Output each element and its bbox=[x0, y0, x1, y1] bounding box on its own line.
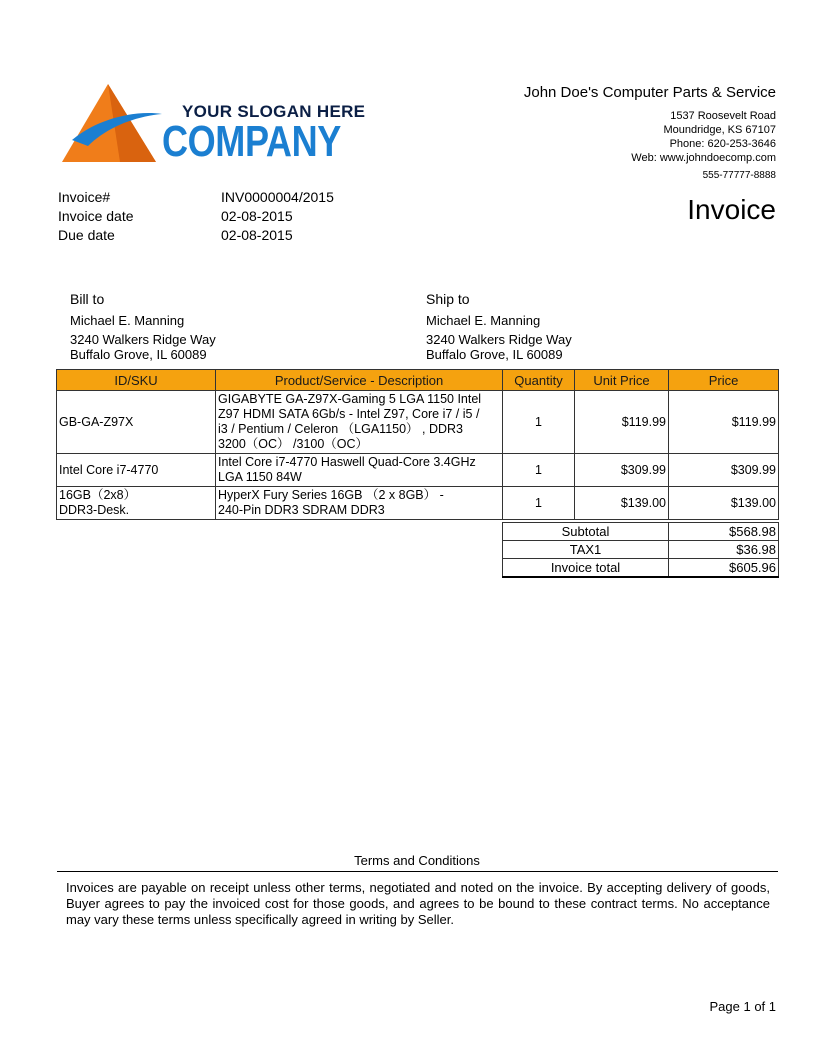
cell-description: HyperX Fury Series 16GB （2 x 8GB） - 240-Pin DDR3 SDRAM DDR3 bbox=[216, 487, 503, 520]
cell-sku: 16GB（2x8） DDR3-Desk. bbox=[57, 487, 216, 520]
invoice-number-label: Invoice# bbox=[58, 189, 111, 205]
bill-to-city: Buffalo Grove, IL 60089 bbox=[70, 347, 207, 362]
col-header-description: Product/Service - Description bbox=[216, 370, 503, 391]
invoice-total-row bbox=[503, 559, 779, 578]
col-header-sku: ID/SKU bbox=[57, 370, 216, 391]
cell-price: $119.99 bbox=[669, 391, 779, 454]
cell-unit-price: $139.00 bbox=[575, 487, 669, 520]
tax-value: $36.98 bbox=[669, 541, 779, 559]
logo-slogan: YOUR SLOGAN HERE bbox=[182, 102, 366, 121]
ship-to-heading: Ship to bbox=[426, 291, 470, 307]
ship-to-street: 3240 Walkers Ridge Way bbox=[426, 332, 572, 347]
table-row bbox=[57, 454, 779, 487]
table-row bbox=[57, 487, 779, 520]
col-header-unit-price: Unit Price bbox=[575, 370, 669, 391]
line-items-table bbox=[56, 369, 779, 520]
cell-quantity: 1 bbox=[503, 391, 575, 454]
page-number: Page 1 of 1 bbox=[709, 999, 776, 1014]
col-header-price: Price bbox=[669, 370, 779, 391]
company-address-line1: 1537 Roosevelt Road bbox=[670, 110, 776, 122]
subtotal-label: Subtotal bbox=[503, 523, 669, 541]
bill-to-heading: Bill to bbox=[70, 291, 105, 307]
ship-to-city: Buffalo Grove, IL 60089 bbox=[426, 347, 563, 362]
terms-title: Terms and Conditions bbox=[354, 853, 480, 868]
terms-text: Invoices are payable on receipt unless other terms, negotiated and noted on the invoice. By accepting delivery of goods, Buyer agrees to pay the invoiced cost for those goods, and agrees to be bound to these contract terms. No acceptance may vary these terms unless specifically agreed in writing by Seller. bbox=[66, 880, 770, 927]
due-date-label: Due date bbox=[58, 227, 115, 243]
invoice-date: 02-08-2015 bbox=[221, 208, 293, 224]
company-logo bbox=[58, 80, 366, 166]
cell-sku: GB-GA-Z97X bbox=[57, 391, 216, 454]
company-phone: Phone: 620-253-3646 bbox=[669, 138, 776, 150]
table-row bbox=[57, 391, 779, 454]
subtotal-row bbox=[503, 523, 779, 541]
tax-row bbox=[503, 541, 779, 559]
bill-to-name: Michael E. Manning bbox=[70, 313, 185, 328]
cell-price: $309.99 bbox=[669, 454, 779, 487]
bill-to-street: 3240 Walkers Ridge Way bbox=[70, 332, 216, 347]
company-alt-phone: 555-77777-8888 bbox=[702, 170, 776, 181]
cell-price: $139.00 bbox=[669, 487, 779, 520]
cell-unit-price: $119.99 bbox=[575, 391, 669, 454]
invoice-date-label: Invoice date bbox=[58, 208, 134, 224]
terms-divider bbox=[57, 871, 778, 872]
subtotal-value: $568.98 bbox=[669, 523, 779, 541]
document-title: Invoice bbox=[687, 194, 776, 225]
company-address-line2: Moundridge, KS 67107 bbox=[663, 124, 776, 136]
tax-label: TAX1 bbox=[503, 541, 669, 559]
due-date: 02-08-2015 bbox=[221, 227, 293, 243]
cell-quantity: 1 bbox=[503, 454, 575, 487]
ship-to-name: Michael E. Manning bbox=[426, 313, 541, 328]
cell-quantity: 1 bbox=[503, 487, 575, 520]
cell-sku: Intel Core i7-4770 bbox=[57, 454, 216, 487]
totals-table bbox=[502, 522, 779, 578]
col-header-quantity: Quantity bbox=[503, 370, 575, 391]
cell-description: Intel Core i7-4770 Haswell Quad-Core 3.4GHz LGA 1150 84W bbox=[216, 454, 503, 487]
invoice-total-value: $605.96 bbox=[669, 559, 779, 578]
company-name: John Doe's Computer Parts & Service bbox=[523, 84, 776, 101]
cell-description: GIGABYTE GA-Z97X-Gaming 5 LGA 1150 Intel Z97 HDMI SATA 6Gb/s - Intel Z97, Core i7 / i5 / i3 / Pentium / Celeron （LGA1150） , DDR3 3200（OC） /3100（OC） bbox=[216, 391, 503, 454]
logo-company-word: COMPANY bbox=[162, 117, 341, 166]
invoice-number: INV0000004/2015 bbox=[221, 189, 334, 205]
invoice-total-label: Invoice total bbox=[503, 559, 669, 578]
company-web: Web: www.johndoecomp.com bbox=[631, 152, 776, 164]
table-header-row bbox=[57, 370, 779, 391]
cell-unit-price: $309.99 bbox=[575, 454, 669, 487]
